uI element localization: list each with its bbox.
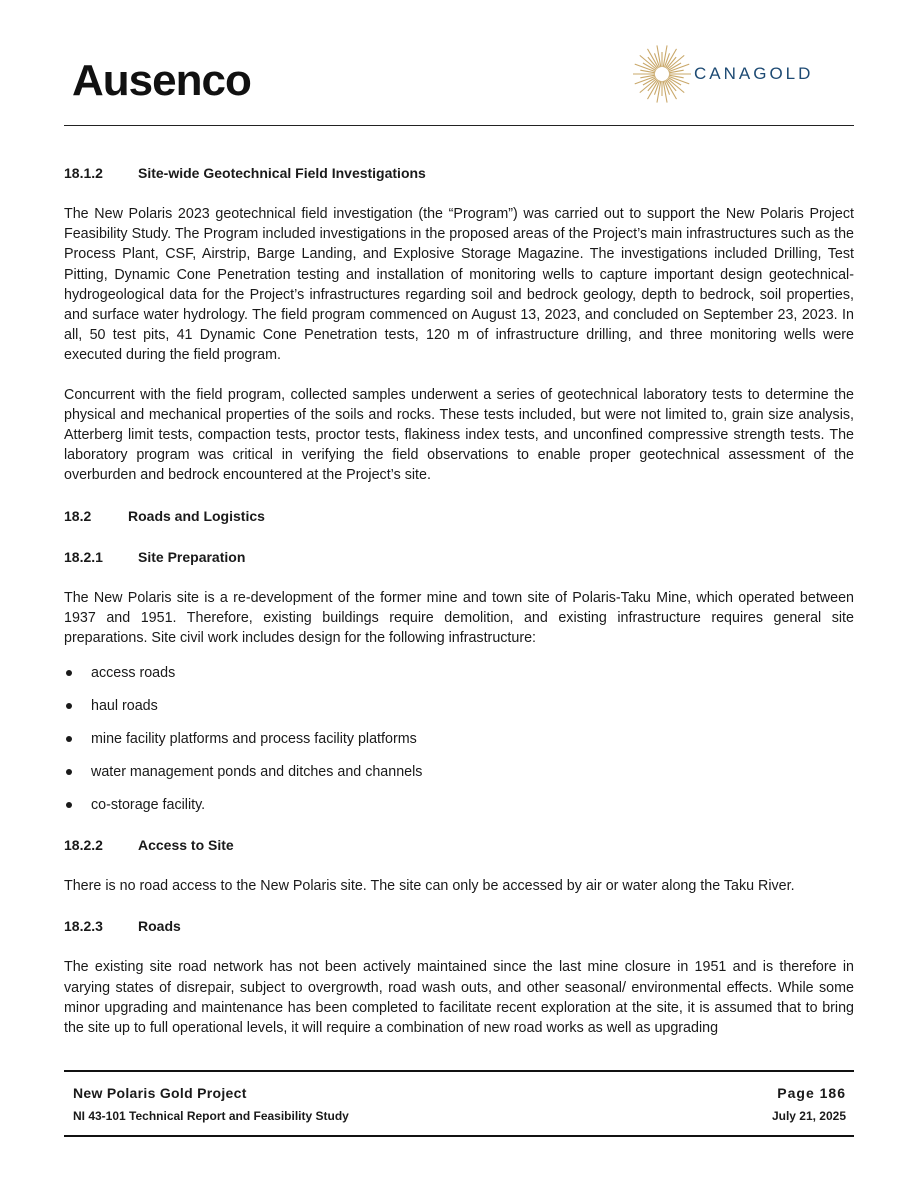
infrastructure-list	[64, 663, 854, 815]
section-heading-18-2-1	[64, 547, 854, 567]
paragraph-roads: The existing site road network has not been actively maintained since the last mine closure in 1951 and is therefore in varying states of disrepair, subject to overgrowth, road wash outs, and other seasonal/ environmental effects. While some minor upgrading and maintenance has been completed to facilitate recent exploration at the site, it is assumed that to bring the site up to full operational levels, it will require a combination of new road works as well as upgrading	[64, 959, 854, 1037]
section-heading-18-1-2	[64, 163, 854, 183]
canagold-logo	[632, 42, 847, 106]
paragraph-site-preparation: The New Polaris site is a re-development of the former mine and town site of Polaris-Taku Mine, which operated between 1937 and 1951. Therefore, existing buildings require demolition, and existing infrastructure requires general site preparations. Site civil work includes design for the following infrastructure:	[64, 589, 854, 647]
footer-divider-top	[64, 1070, 854, 1072]
list-item: water management ponds and ditches and channels	[64, 762, 854, 782]
sunburst-icon	[632, 42, 692, 106]
ausenco-logo-mark	[72, 58, 277, 102]
section-title: Site Preparation	[138, 548, 246, 565]
section-title: Access to Site	[138, 837, 234, 854]
list-item: co-storage facility.	[64, 795, 854, 815]
paragraph-program: The New Polaris 2023 geotechnical field investigation (the “Program”) was carried out to support the New Polaris Project Feasibility Study. The Program included investigations in the proposed areas of the Project’s main infrastructures such as the Process Plant, CSF, Airstrip, Barge Landing, and Explosive Storage Magazine. The investigations included Drilling, Test Pitting, Dynamic Cone Penetration testing and installation of monitoring wells to capture important design geotechnical-hydrogeological data for the Project’s infrastructures regarding soil and bedrock geology, depth to bedrock, soil properties, and surface water hydrology. The field program commenced on August 13, 2023, and concluded on September 23, 2023. In all, 50 test pits, 41 Dynamic Cone Penetration tests, 120 m of infrastructure drilling, and three monitoring wells were executed during the field program.	[64, 206, 854, 364]
report-date: July 21, 2025	[771, 1109, 846, 1123]
bullet-icon	[66, 769, 72, 775]
section-number: 18.2.1	[64, 548, 103, 565]
paragraph-access: There is no road access to the New Polaris site. The site can only be accessed by air or water along the Taku River.	[64, 878, 795, 895]
bullet-icon	[66, 703, 72, 709]
header-divider	[64, 125, 854, 126]
footer-report-title: NI 43-101 Technical Report and Feasibility Study	[73, 1109, 349, 1123]
section-title: Roads and Logistics	[128, 507, 265, 524]
bullet-icon	[66, 670, 72, 676]
paragraph-lab-tests: Concurrent with the field program, collected samples underwent a series of geotechnical laboratory tests to determine the physical and mechanical properties of the soils and rocks. These tests included, but were not limited to, grain size analysis, Atterberg limit tests, compaction tests, proctor tests, flakiness index tests, and unconfined compressive strength tests. The laboratory program was critical in verifying the field observations to enable proper geotechnical assessment of the overburden and bedrock encountered at the Project’s site.	[64, 386, 854, 484]
list-item: mine facility platforms and process facility platforms	[64, 729, 854, 749]
footer-project-name: New Polaris Gold Project	[73, 1085, 247, 1101]
section-heading-18-2	[64, 506, 854, 526]
section-number: 18.2	[64, 507, 92, 524]
page-number: Page 186	[777, 1085, 846, 1101]
footer-divider-bottom	[64, 1135, 854, 1137]
main-content	[64, 163, 854, 1038]
canagold-wordmark: CANAGOLD	[694, 64, 814, 83]
svg-text:Ausenco: Ausenco	[72, 58, 251, 102]
section-title: Roads	[138, 918, 181, 935]
list-item: haul roads	[64, 696, 854, 716]
section-number: 18.1.2	[64, 165, 103, 181]
list-item: access roads	[64, 663, 854, 683]
ausenco-logo	[72, 58, 277, 102]
section-heading-18-2-3	[64, 916, 854, 936]
section-title: Site-wide Geotechnical Field Investigations	[138, 165, 426, 181]
section-number: 18.2.3	[64, 918, 103, 935]
section-number: 18.2.2	[64, 837, 103, 854]
bullet-icon	[66, 736, 72, 742]
section-heading-18-2-2	[64, 835, 854, 855]
bullet-icon	[66, 802, 72, 808]
